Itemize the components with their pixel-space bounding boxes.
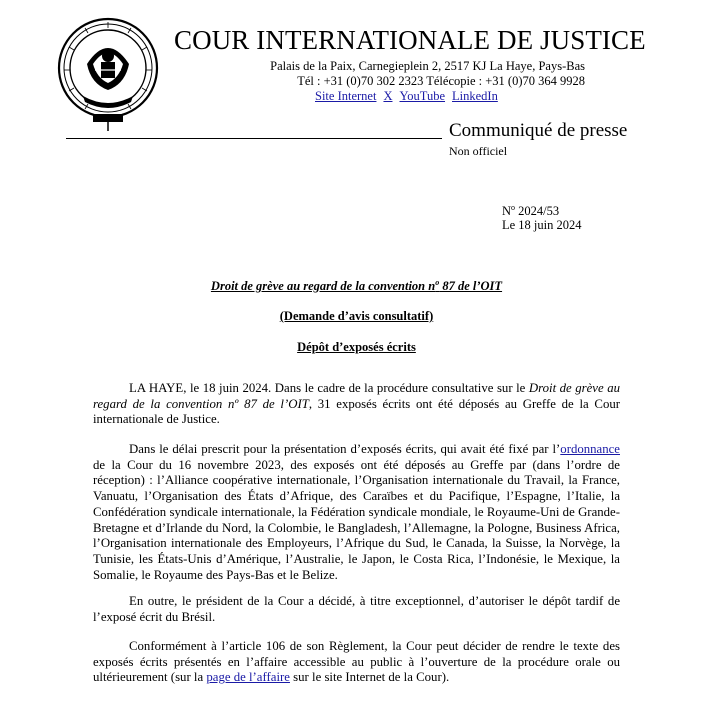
paragraph-intro: LA HAYE, le 18 juin 2024. Dans le cadre de la procédure consultative sur le Droit de grève au regard de la convention nº 87 de l’OIT, 31 exposés écrits ont été déposés au Greffe de la Cour internationale de Justice.	[93, 381, 620, 427]
release-date: Le 18 juin 2024	[502, 218, 582, 232]
youtube-link[interactable]: YouTube	[399, 89, 446, 103]
case-subtitle: (Demande d’avis consultatif)	[279, 309, 434, 323]
section-title: Dépôt d’exposés écrits	[297, 340, 416, 354]
court-name: COUR INTERNATIONALE DE JUSTICE	[174, 25, 646, 55]
case-title: Droit de grève au regard de la convention $n^o$ 87 de l’OIT	[210, 278, 503, 294]
ordonnance-link[interactable]: ordonnance	[560, 442, 620, 456]
paragraph-submissions: Dans le délai prescrit pour la présentation d’exposés écrits, qui avait été fixé par l’ordonnance de la Cour du 16 novembre 2023, des exposés ont été déposés au Greffe par (dans l’ordre de réception) : l’Alliance coopérative internationale, l’Organisation internationale du Travail, la France, Vanuatu, l’Organisation des États d’Afrique, des Caraïbes et du Pacifique, l’Espagne, l’Italie, la Confédération syndicale internationale, la Fédération syndicale mondiale, le Royaume-Uni de Grande-Bretagne et d’Irlande du Nord, la Colombie, le Bangladesh, l’Allemagne, la Pologne, Business Africa, l’Organisation internationale des Employeurs, l’Afrique du Sud, le Canada, la Suisse, la Norvège, la Tunisie, les États-Unis d’Amérique, l’Australie, le Japon, le Costa Rica, l’Indonésie, le Mexique, la Somalie, le Royaume des Pays-Bas et le Belize.	[93, 442, 620, 582]
press-release-label: Communiqué de presse	[449, 120, 628, 141]
address-line: Palais de la Paix, Carnegieplein 2, 2517 KJ La Haye, Pays-Bas	[270, 59, 585, 73]
website-link[interactable]: Site Internet	[315, 89, 377, 103]
unofficial-label: Non officiel	[449, 144, 508, 158]
social-links	[315, 89, 505, 104]
court-seal-emblem	[57, 14, 159, 132]
case-page-link[interactable]: page de l’affaire	[206, 670, 290, 685]
release-number: $N^o$ 2024/53	[502, 203, 560, 219]
header-divider	[66, 138, 442, 139]
linkedin-link[interactable]: LinkedIn	[452, 89, 498, 103]
paragraph-publication: Conformément à l’article 106 de son Règlement, la Cour peut décider de rendre le texte des exposés écrits présentés en l’affaire accessible au public à l’ouverture de la procédure orale ou ultérieurement (sur la page de l’affaire sur le site Internet de la Cour).	[93, 639, 620, 685]
paragraph-late-filing: En outre, le président de la Cour a décidé, à titre exceptionnel, d’autoriser le dépôt tardif de l’exposé écrit du Brésil.	[93, 594, 620, 624]
x-link[interactable]: X	[383, 89, 393, 103]
phone-fax-line: Tél : +31 (0)70 302 2323 Télécopie : +31 (0)70 364 9928	[297, 74, 585, 88]
